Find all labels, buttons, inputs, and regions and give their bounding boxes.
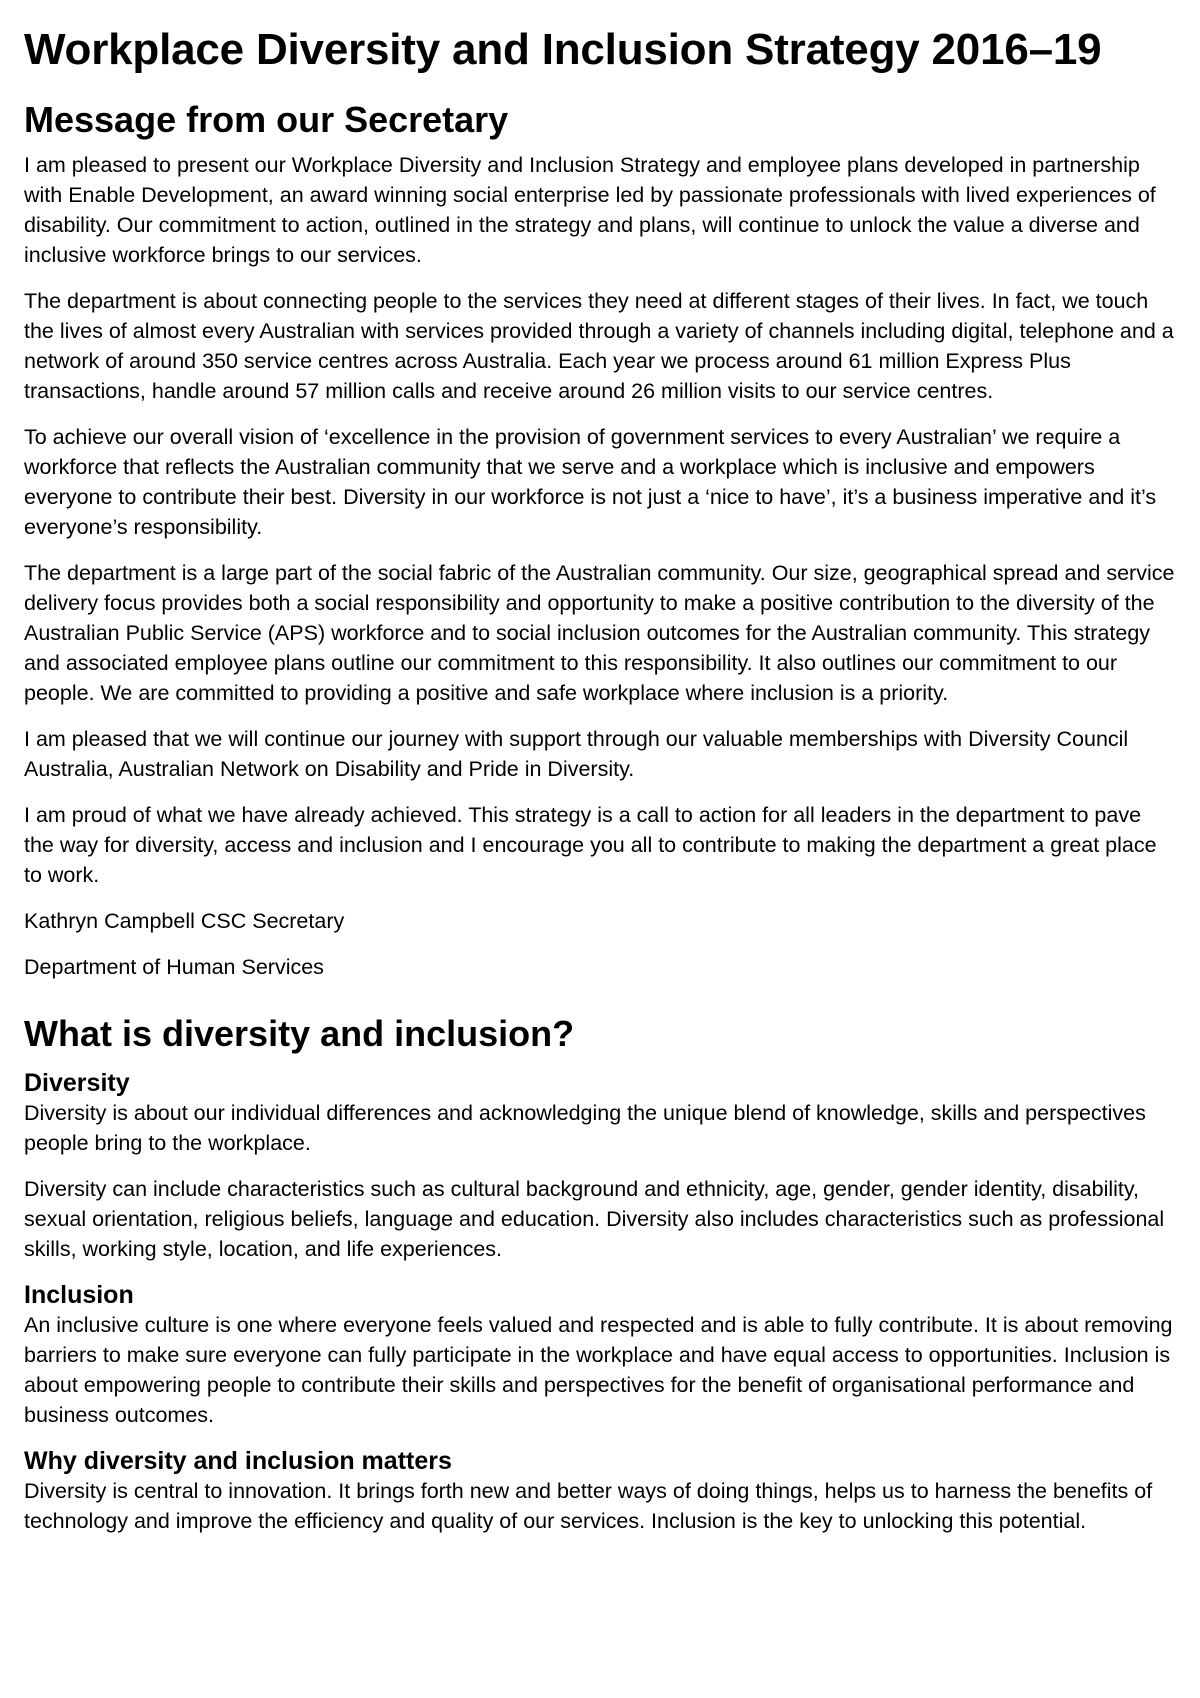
inclusion-subsection: [24, 1280, 1176, 1430]
diversity-subsection: [24, 1068, 1176, 1264]
signatory-name: Kathryn Campbell CSC Secretary: [24, 909, 345, 933]
diversity-paragraph: Diversity is about our individual differences and acknowledging the unique blend of knowledge, skills and perspectives people bring to the workplace.: [24, 1101, 1146, 1155]
what-is-heading: What is diversity and inclusion?: [24, 1013, 575, 1054]
why-matters-paragraph: Diversity is central to innovation. It brings forth new and better ways of doing things, helps us to harness the benefits of technology and improve the efficiency and quality of our services. Inclusion is the key to unlocking this potential.: [24, 1479, 1153, 1533]
signatory-organisation: Department of Human Services: [24, 955, 324, 979]
what-is-section: [24, 1012, 1176, 1536]
message-paragraph: I am proud of what we have already achieved. This strategy is a call to action for all leaders in the department to pave the way for diversity, access and inclusion and I encourage you all to contribute to making the department a great place to work.: [24, 803, 1157, 887]
message-paragraph: The department is a large part of the social fabric of the Australian community. Our size, geographical spread and service delivery focus provides both a social responsibility and opportunity to make a positive contribution to the diversity of the Australian Public Service (APS) workforce and to social inclusion outcomes for the Australian community. This strategy and associated employee plans outline our commitment to this responsibility. It also outlines our commitment to our people. We are committed to providing a positive and safe workplace where inclusion is a priority.: [24, 561, 1175, 705]
inclusion-paragraph: An inclusive culture is one where everyone feels valued and respected and is able to fully contribute. It is about removing barriers to make sure everyone can fully participate in the workplace and have equal access to opportunities. Inclusion is about empowering people to contribute their skills and perspectives for the benefit of organisational performance and business outcomes.: [24, 1313, 1173, 1427]
inclusion-heading: Inclusion: [24, 1281, 134, 1309]
secretary-message-section: [24, 98, 1176, 982]
why-matters-heading: Why diversity and inclusion matters: [24, 1447, 452, 1475]
why-matters-subsection: [24, 1446, 1176, 1536]
message-paragraph: I am pleased that we will continue our journey with support through our valuable memberships with Diversity Council Australia, Australian Network on Disability and Pride in Diversity.: [24, 727, 1129, 781]
message-paragraph: The department is about connecting people to the services they need at different stages of their lives. In fact, we touch the lives of almost every Australian with services provided through a variety of channels including digital, telephone and a network of around 350 service centres across Australia. Each year we process around 61 million Express Plus transactions, handle around 57 million calls and receive around 26 million visits to our service centres.: [24, 289, 1174, 403]
diversity-paragraph: Diversity can include characteristics such as cultural background and ethnicity, age, gender, gender identity, disability, sexual orientation, religious beliefs, language and education. Diversity also includes characteristics such as professional skills, working style, location, and life experiences.: [24, 1177, 1165, 1261]
secretary-message-heading: Message from our Secretary: [24, 99, 509, 140]
document-title: Workplace Diversity and Inclusion Strategy 2016–19: [24, 25, 1102, 74]
message-paragraph: I am pleased to present our Workplace Diversity and Inclusion Strategy and employee plans developed in partnership with Enable Development, an award winning social enterprise led by passionate professionals with lived experiences of disability. Our commitment to action, outlined in the strategy and plans, will continue to unlock the value a diverse and inclusive workforce brings to our services.: [24, 153, 1156, 267]
diversity-heading: Diversity: [24, 1069, 130, 1097]
message-paragraph: To achieve our overall vision of ‘excellence in the provision of government services to every Australian’ we require a workforce that reflects the Australian community that we serve and a workplace which is inclusive and empowers everyone to contribute their best. Diversity in our workforce is not just a ‘nice to have’, it’s a business imperative and it’s everyone’s responsibility.: [24, 425, 1157, 539]
